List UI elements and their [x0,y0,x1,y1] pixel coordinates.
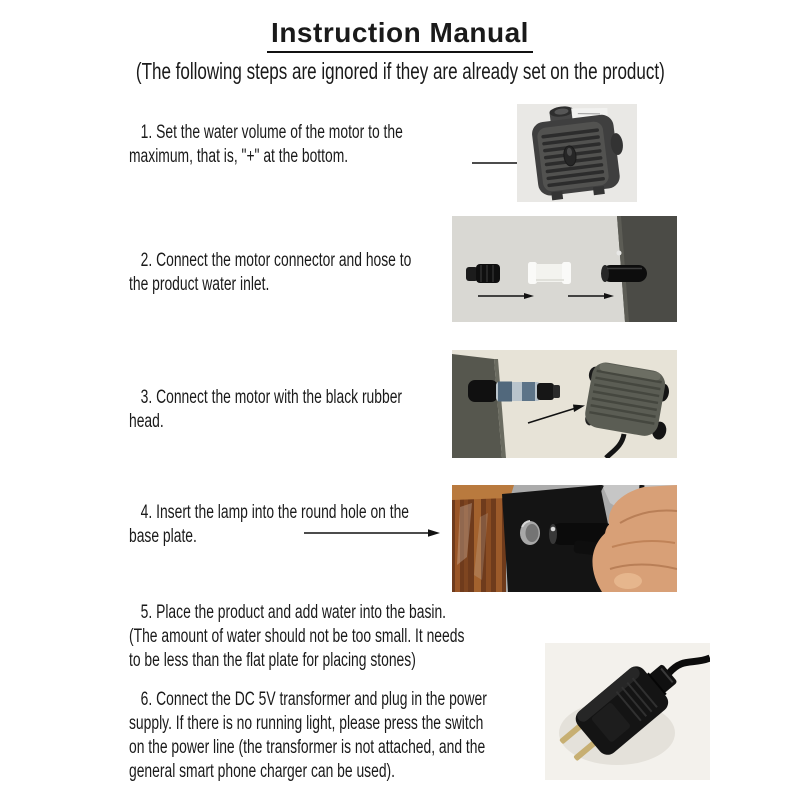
step-4-text [129,501,409,549]
step-5-line-2: (The amount of water should not be too small. It needs [129,626,465,647]
step-2-photo [452,216,677,322]
page-subtitle: (The following steps are ignored if they are already set on the product) [135,58,665,84]
step-2-line-1: 2. Connect the motor connector and hose to [140,250,412,271]
step-3-line-2: head. [129,411,164,432]
step-2-text [129,249,411,297]
step-3-line-1: 3. Connect the motor with the black rubber [140,387,403,408]
step-1-line-1: 1. Set the water volume of the motor to the [140,122,403,143]
step-5-text [129,601,464,673]
step-3-text [129,386,402,434]
product-panel [452,354,502,458]
page-subtitle-wrap [0,59,800,83]
white-hose-icon [528,262,571,284]
step-1-text [129,121,403,169]
step-4-arrow-icon [304,526,440,540]
page-title-wrap [0,19,800,53]
black-rubber-head-icon [468,380,560,402]
step-4-photo [452,485,677,592]
step-1-line-2: maximum, that is, "+" at the bottom. [129,146,349,167]
step-4-line-1: 4. Insert the lamp into the round hole on the [140,502,410,523]
step-6-line-3: on the power line (the transformer is not attached, and the [129,737,486,758]
step-5-line-3: to be less than the flat plate for placing stones) [129,650,416,671]
step-6-line-1: 6. Connect the DC 5V transformer and plug in the power [140,689,487,710]
step-3-photo [452,350,677,458]
step-6-text [129,688,487,784]
step-5-line-1: 5. Place the product and add water into the basin. [140,602,447,623]
step-6-photo [545,643,710,780]
step-6-line-4: general smart phone charger can be used). [129,761,396,782]
step-6-line-2: supply. If there is no running light, please press the switch [129,713,484,734]
step-4-line-2: base plate. [129,526,197,547]
step-1-photo [517,104,637,202]
step-2-line-2: the product water inlet. [129,274,270,295]
page-title: Instruction Manual [267,19,533,53]
